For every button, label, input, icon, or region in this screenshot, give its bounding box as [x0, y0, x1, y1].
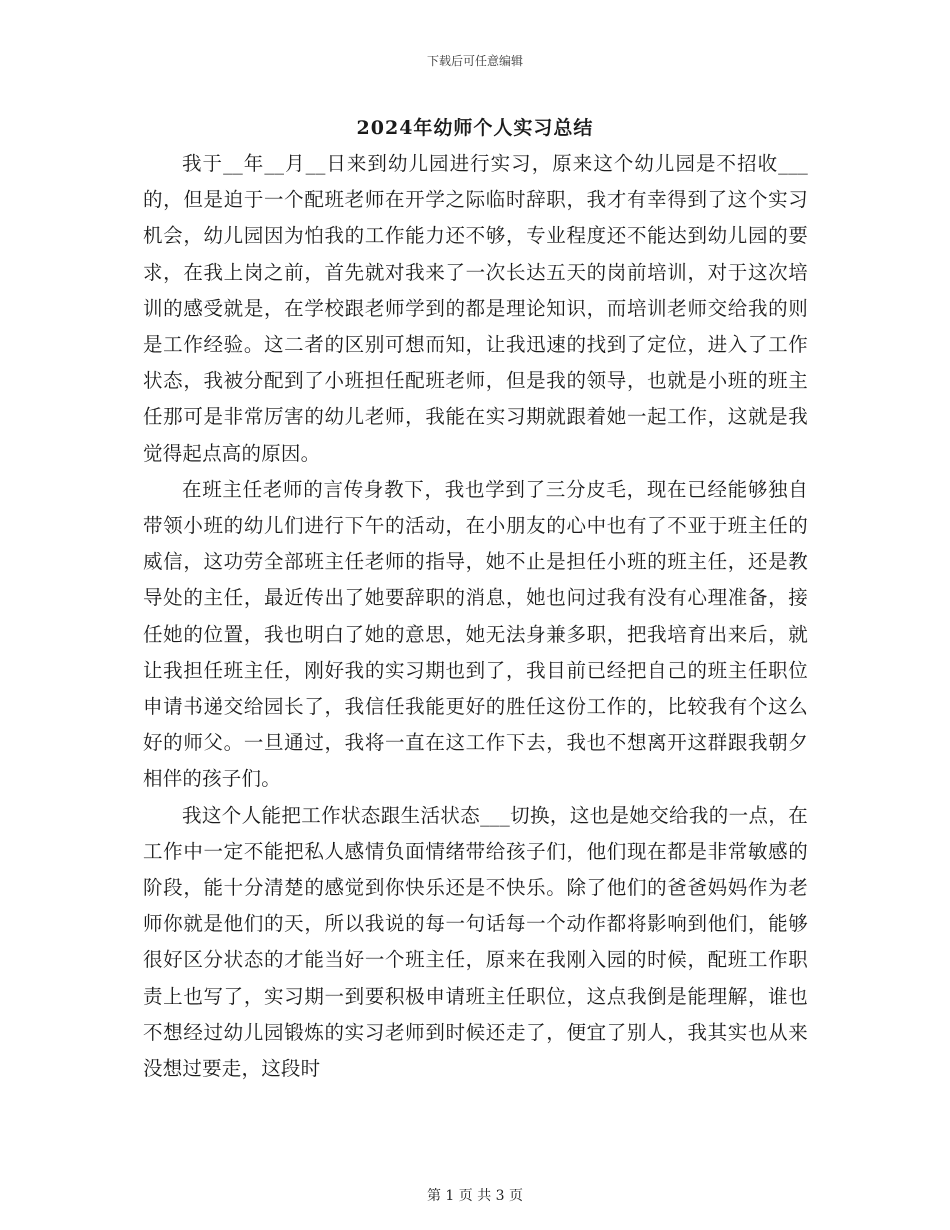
- paragraph-2: 在班主任老师的言传身教下，我也学到了三分皮毛，现在已经能够独自带领小班的幼儿们进行下午的活动，在小朋友的心中也有了不亚于班主任的威信，这功劳全部班主任老师的指导，她不止是担任小班的班主任，还是教导处的主任，最近传出了她要辞职的消息，她也问过我有没有心理准备，接任她的位置，我也明白了她的意思，她无法身兼多职，把我培育出来后，就让我担任班主任，刚好我的实习期也到了，我目前已经把自己的班主任职位申请书递交给园长了，我信任我能更好的胜任这份工作的，比较我有个这么好的师父。一旦通过，我将一直在这工作下去，我也不想离开这群跟我朝夕相伴的孩子们。: [143, 477, 808, 791]
- page-header: 下载后可任意编辑: [426, 54, 523, 68]
- paragraph-3: 我这个人能把工作状态跟生活状态___切换，这也是她交给我的一点，在工作中一定不能把私人感情负面情绪带给孩子们，他们现在都是非常敏感的阶段，能十分清楚的感觉到你快乐还是不快乐。除了他们的爸爸妈妈作为老师你就是他们的天，所以我说的每一句话每一个动作都将影响到他们，能够很好区分状态的才能当好一个班主任，原来在我刚入园的时候，配班工作职责上也写了，实习期一到要积极申请班主任职位，这点我倒是能理解，谁也不想经过幼儿园锻炼的实习老师到时候还走了，便宜了别人，我其实也从来没想过要走，这段时: [143, 803, 808, 1081]
- paragraph-1: 我于__年__月__日来到幼儿园进行实习，原来这个幼儿园是不招收___的，但是迫于一个配班老师在开学之际临时辞职，我才有幸得到了这个实习机会，幼儿园因为怕我的工作能力还不够，专业程度还不能达到幼儿园的要求，在我上岗之前，首先就对我来了一次长达五天的岗前培训，对于这次培训的感受就是，在学校跟老师学到的都是理论知识，而培训老师交给我的则是工作经验。这二者的区别可想而知，让我迅速的找到了定位，进入了工作状态，我被分配到了小班担任配班老师，但是我的领导，也就是小班的班主任那可是非常厉害的幼儿老师，我能在实习期就跟着她一起工作，这就是我觉得起点高的原因。: [143, 152, 808, 465]
- document-body: [143, 146, 808, 1087]
- page-number-footer: 第 1 页 共 3 页: [426, 1188, 524, 1204]
- document-title: 2024年幼师个人实习总结: [356, 117, 594, 139]
